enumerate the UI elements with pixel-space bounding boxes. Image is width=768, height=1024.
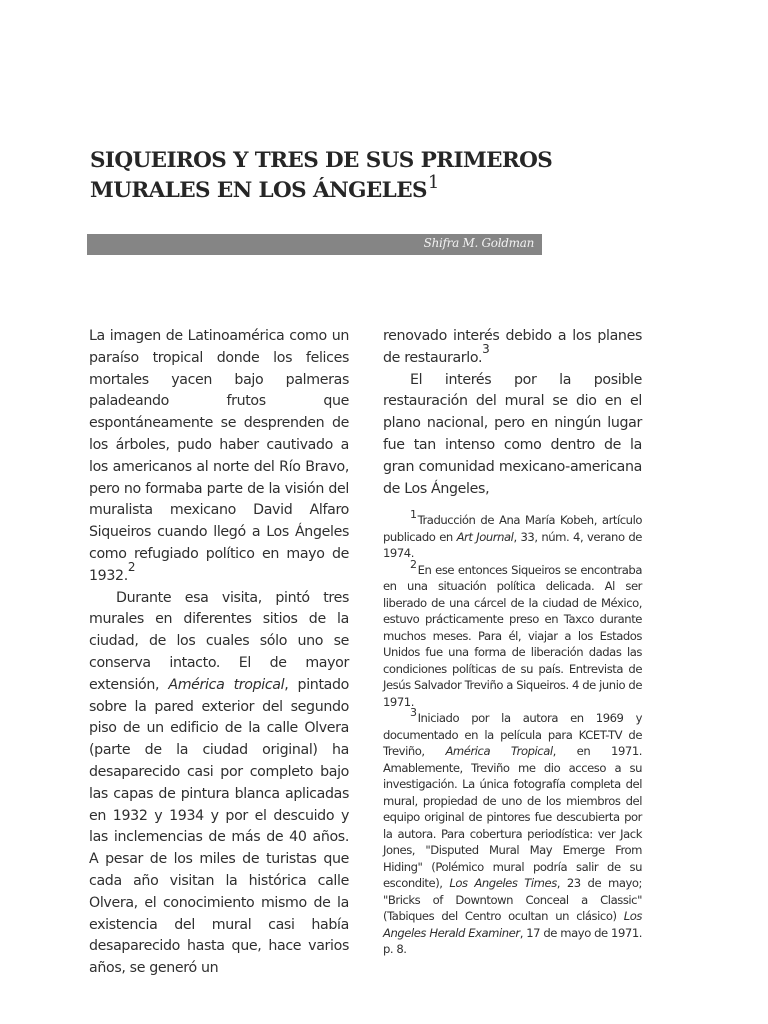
footnote-number: 2: [410, 557, 417, 571]
paragraph: renovado interés debido a los planes de restaurarlo.$^3$: [383, 328, 642, 366]
footnote-2: $^2$En ese entonces Siqueiros se encontraba en una situación política delicada. Al ser liberado de una cárcel de la ciudad de México, estuvo prácticamente preso en Taxco durante muchos meses. Para él, viajar a los Estados Unidos fue una forma de liberación dadas las condiciones políticas de su país. Entrevista de Jesús Salvador Treviño a Siqueiros. 4 de junio de 1971.: [383, 557, 642, 709]
artwork-title: América tropical: [168, 676, 285, 693]
footnote-1: $^1$Traducción de Ana María Kobeh, artículo publicado en Art Journal, 33, núm. 4, verano de 1974.: [383, 508, 642, 560]
footnote-3: $^3$Iniciado por la autora en 1969 y documentado en la película para KCET-TV de Treviño, América Tropical, en 1971. Amablemente, Treviño me dio acceso a su investigación. La única fotografía completa del mural, propiedad de uno de los miembros del equipo original de pintores fue descubierta por la autora. Para cobertura periodística: ver Jack Jones, "Disputed Mural May Emerge From Hiding" (Polémico mural podría salir de su escondite), Los Angeles Times, 23 de mayo; "Bricks of Downtown Conceal a Classic" (Tabiques del Centro ocultan un clásico) Los Angeles Herald Examiner, 17 de mayo de 1971. p. 8.: [383, 706, 642, 956]
footnote-number: 3: [410, 706, 417, 719]
body-column-right: [383, 326, 642, 500]
author-name: Shifra M. Goldman: [423, 236, 534, 250]
paragraph: Durante esa visita, pintó tres murales en diferentes sitios de la ciudad, de los cuales sólo uno se conserva intacto. El de mayor extensión, América tropical, pintado sobre la pared exterior del segundo piso de un edificio de la calle Olvera (parte de la ciudad original) ha desaparecido casi por completo bajo las capas de pintura blanca aplicadas en 1932 y 1934 y por el descuido y las inclemencias de más de 40 años. A pesar de los miles de turistas que cada año visitan la histórica calle Olvera, el conocimiento mismo de la existencia del mural casi había desaparecido hasta que, hace varios años, se generó un: [89, 589, 349, 977]
article-title: [90, 146, 650, 206]
paragraph: La imagen de Latinoamérica como un paraíso tropical donde los felices mortales yacen bajo palmeras paladeando frutos que espontáneamente se desprenden de los árboles, pudo haber cautivado a los americanos al norte del Río Bravo, pero no formaba parte de la visión del muralista mexicano David Alfaro Siqueiros cuando llegó a Los Ángeles como refugiado político en mayo de 1932.$^2$: [89, 328, 349, 584]
footnote-number: 1: [410, 508, 417, 521]
title-line-1: SIQUEIROS Y TRES DE SUS PRIMEROS: [90, 148, 553, 173]
title-line-2: MURALES EN LOS ÁNGELES: [90, 178, 427, 203]
footnotes: [383, 508, 642, 958]
paragraph: El interés por la posible restauración del mural se dio en el plano nacional, pero en ningún lugar fue tan intenso como dentro de la gran comunidad mexicano-americana de Los Ángeles,: [383, 371, 642, 497]
body-column-left: [89, 326, 349, 980]
author-bar: [87, 234, 542, 255]
title-footnote-ref[interactable]: 1: [427, 172, 439, 193]
footnote-ref[interactable]: 2: [127, 559, 136, 574]
footnote-ref[interactable]: 3: [482, 341, 490, 356]
